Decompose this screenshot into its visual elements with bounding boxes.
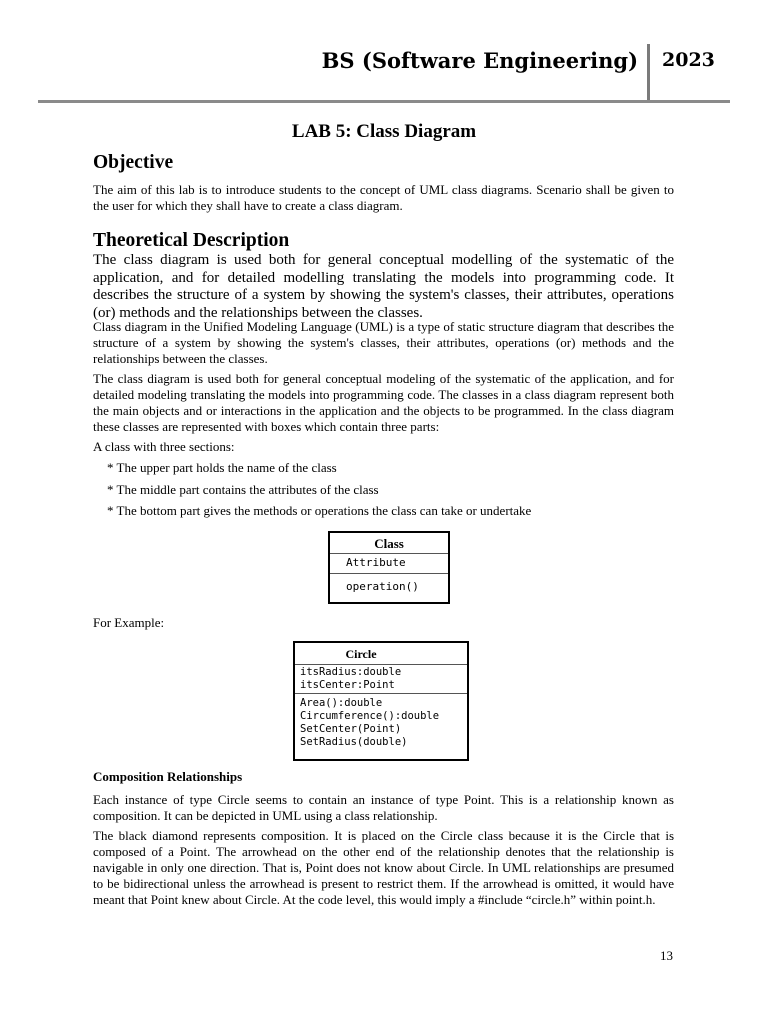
uml-attribute: itsCenter:Point xyxy=(300,679,395,691)
uml-operation: Circumference():double xyxy=(300,710,440,722)
header-course: BS (Software Engineering) xyxy=(321,48,638,73)
sections-intro: A class with three sections: xyxy=(93,439,235,454)
bullet-item: * The bottom part gives the methods or operations the class can take or undertake xyxy=(107,503,532,518)
uml-class-circle xyxy=(293,641,469,761)
uml-operation: operation() xyxy=(330,573,448,600)
composition-paragraph-2: The black diamond represents composition. It is placed on the Circle class because it is the Circle that is composed of a Point. The arrowhead on the other end of the relationship denotes that the relationship is navigable in only one direction. That is, Point does not know about Circle. In UML relationships are presumed to be bidirectional unless the arrowhead is present to restrict them. If the arrowhead is omitted, it would have meant that Point knew about Circle. At the code level, this would imply a #include “circle.h” within point.h. xyxy=(93,828,674,907)
composition-paragraph-1: Each instance of type Circle seems to contain an instance of type Point. This is a relationship known as composition. It can be depicted in UML using a class relationship. xyxy=(93,792,674,823)
uml-attribute: itsRadius:double xyxy=(300,666,402,678)
uml-class-generic xyxy=(328,531,450,604)
uml-operation: SetRadius(double) xyxy=(300,736,408,748)
objective-heading: Objective xyxy=(93,152,174,173)
bullet-item: * The upper part holds the name of the class xyxy=(107,460,337,475)
theory-paragraph-3: The class diagram is used both for general conceptual modeling of the systematic of the application, and for detailed modeling translating the models into programming code. The classes in a class diagram represent both the main objects and or interactions in the application and the objects to be programmed. In the class diagram these classes are represented with boxes which contain three parts: xyxy=(93,371,674,434)
uml-class-name: Class xyxy=(374,536,404,551)
uml-operations-section xyxy=(295,693,467,749)
header-rule xyxy=(38,100,730,103)
bullet-item: * The middle part contains the attributes of the class xyxy=(107,482,379,497)
header-divider-vertical xyxy=(647,44,650,101)
objective-text: The aim of this lab is to introduce students to the concept of UML class diagrams. Scenario shall be given to the user for which they shall have to create a class diagram. xyxy=(93,182,674,213)
uml-operation: Area():double xyxy=(300,697,383,709)
for-example-label: For Example: xyxy=(93,615,165,630)
header-year: 2023 xyxy=(662,49,715,71)
uml-operation: SetCenter(Point) xyxy=(300,723,402,735)
theory-heading: Theoretical Description xyxy=(93,230,290,251)
lab-title: LAB 5: Class Diagram xyxy=(291,121,477,142)
theory-paragraph-1: The class diagram is used both for general conceptual modelling of the systematic of the application, and for detailed modelling translating the models into programming code. It describes the structure of a system by showing the system's classes, their attributes, operations (or) methods and the relationships between the classes. xyxy=(93,252,674,321)
uml-attribute: Attribute xyxy=(330,553,448,573)
theory-paragraph-2: Class diagram in the Unified Modeling Language (UML) is a type of static structure diagram that describes the structure of a system by showing the system's classes, their attributes, operations (or) methods and the relationships between the classes. xyxy=(93,319,674,366)
uml-attributes-section xyxy=(295,664,467,693)
page-number: 13 xyxy=(660,948,673,963)
uml-class-name: Circle xyxy=(345,647,377,661)
composition-heading: Composition Relationships xyxy=(93,769,243,784)
